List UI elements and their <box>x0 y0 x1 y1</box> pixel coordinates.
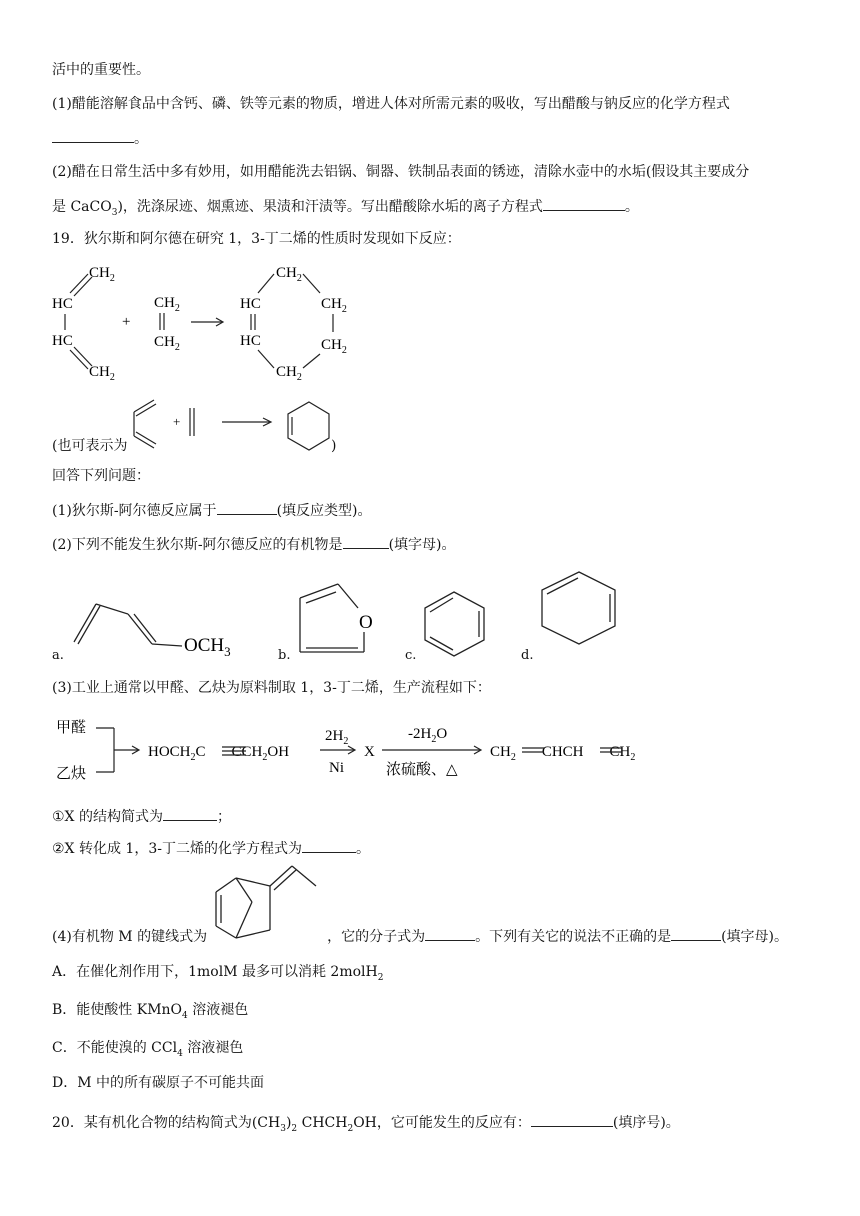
question-19-title: 19．狄尔斯和阿尔德在研究 1，3-丁二烯的性质时发现如下反应： <box>52 231 461 247</box>
structural-formula: $(CH_3)_2$ $CHCH_2OH$ <box>251 1115 377 1134</box>
flow-condition: 浓硫酸、△ <box>386 762 458 778</box>
flow-input-acetylene: 乙炔 <box>56 766 87 782</box>
answer-blank[interactable] <box>543 196 625 211</box>
answer-line: 。 <box>52 128 148 149</box>
question-18-1: (1)醋能溶解食品中含钙、磷、铁等元素的物质，增进人体对所需元素的吸收，写出醋酸与钠反应的化学方程式 <box>52 96 730 112</box>
option-c: C．不能使溴的 CCl$_4$ 溶液褪色 <box>52 1040 244 1059</box>
methoxy-label: $OCH_3$ <box>184 635 231 659</box>
hc-label: HC <box>240 296 261 312</box>
flow-intermediate: $HOCH_2C$ $CCH_2OH$ <box>148 744 290 763</box>
ch2-label: $CH_2$ <box>89 364 115 383</box>
production-flow-diagram <box>48 712 668 788</box>
answer-blank[interactable] <box>531 1112 613 1127</box>
alt-notation-open: (也可表示为 <box>52 438 128 454</box>
question-19-1: (1)狄尔斯-阿尔德反应属于 (填反应类型)。 <box>52 500 372 521</box>
flow-reagent-dehydration: $-2H_2O$ <box>408 726 448 745</box>
question-19-3-ii: ②X 转化成 1，3-丁二烯的化学方程式为 。 <box>52 838 370 859</box>
ch2-label: $CH_2$ <box>276 265 302 284</box>
option-b: B．能使酸性 KMnO$_4$ 溶液褪色 <box>52 1002 249 1021</box>
ch2-label: $CH_2$ <box>276 364 302 383</box>
option-a-label: a. <box>52 648 64 663</box>
ch2-label: $CH_2$ <box>89 265 115 284</box>
skeletal-reaction <box>130 396 340 456</box>
flow-catalyst-ni: Ni <box>329 760 344 776</box>
answer-blank[interactable] <box>163 806 217 821</box>
flow-x: X <box>364 744 375 760</box>
plus-sign: + <box>122 314 131 330</box>
question-20: 20．某有机化合物的结构简式为$(CH_3)_2$ $CHCH_2OH$，它可能发生的反应有： (填序号)。 <box>52 1112 680 1139</box>
option-a: A．在催化剂作用下，1molM 最多可以消耗 2molH$_2$ <box>52 964 384 983</box>
oxygen-label: O <box>359 612 373 633</box>
question-18-2-cont: 是 CaCO$_3$)，洗涤尿迹、烟熏迹、果渍和汗渍等。写出醋酸除水垢的离子方程式 。 <box>52 196 639 223</box>
flow-reagent-h2: $2H_2$ <box>325 728 349 747</box>
ch2-label: $CH_2$ <box>321 296 347 315</box>
hc-label: HC <box>52 296 73 312</box>
question-18-2: (2)醋在日常生活中多有妙用，如用醋能洗去铝锅、铜器、铁制品表面的锈迹，清除水壶中的水垢(假设其主要成分 <box>52 164 750 180</box>
option-c-label: c. <box>405 648 417 663</box>
question-19-4: (4)有机物 M 的键线式为 ，它的分子式为 。下列有关它的说法不正确的是 (填字母)。 <box>52 926 788 947</box>
ch2-label: $CH_2$ <box>321 337 347 356</box>
question-19-3: (3)工业上通常以甲醛、乙炔为原料制取 1，3-丁二烯，生产流程如下： <box>52 680 491 696</box>
diels-alder-reaction-diagram <box>48 258 368 386</box>
option-b-label: b. <box>278 648 291 663</box>
answer-blank[interactable] <box>343 534 389 549</box>
ch2-label: $CH_2$ <box>154 334 180 353</box>
hc-label: HC <box>240 333 261 349</box>
alt-notation-close: ) <box>331 438 337 454</box>
answer-prompt: 回答下列问题： <box>52 468 150 484</box>
answer-blank[interactable] <box>425 926 475 941</box>
answer-blank[interactable] <box>302 838 356 853</box>
answer-blank[interactable] <box>52 128 134 143</box>
answer-blank[interactable] <box>217 500 277 515</box>
ch2-label: $CH_2$ <box>154 295 180 314</box>
flow-product: $CH_2$ CHCH $CH_2$ <box>490 744 636 763</box>
option-d: D．M 中的所有碳原子不可能共面 <box>52 1075 265 1091</box>
flow-input-formaldehyde: 甲醛 <box>56 720 87 736</box>
plus-sign: + <box>173 414 181 429</box>
hc-label: HC <box>52 333 73 349</box>
option-structures <box>48 566 648 666</box>
question-19-2: (2)下列不能发生狄尔斯-阿尔德反应的有机物是 (填字母)。 <box>52 534 456 555</box>
answer-blank[interactable] <box>671 926 721 941</box>
option-d-label: d. <box>521 648 534 663</box>
question-19-3-i: ①X 的结构简式为 ； <box>52 806 231 827</box>
text-line: 活中的重要性。 <box>52 62 150 78</box>
